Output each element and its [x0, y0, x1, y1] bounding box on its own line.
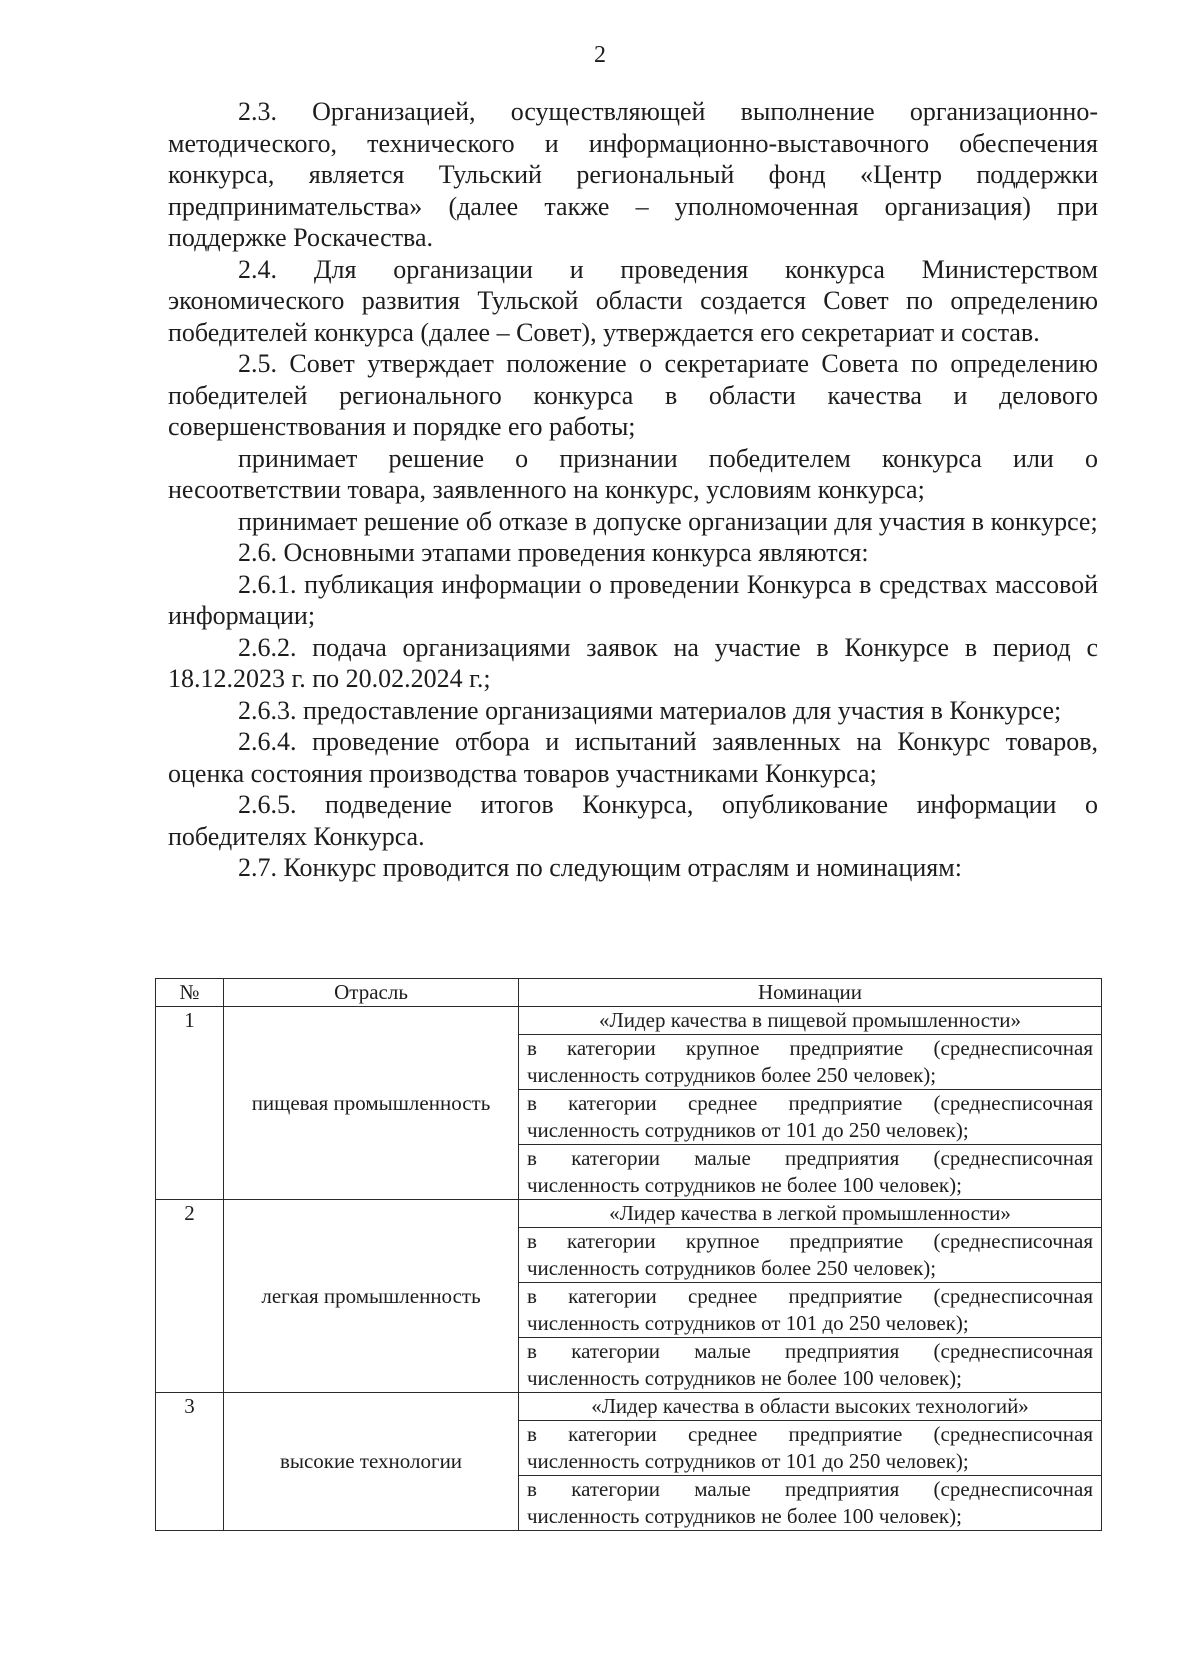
nominations-table	[155, 978, 1102, 1531]
paragraph-2-6: 2.6. Основными этапами проведения конкурса являются:	[238, 538, 869, 567]
paragraph-2-3: 2.3. Организацией, осуществляющей выполнение организационно-методического, технического и информационно-выставочного обеспечения конкурса, является Тульский региональный фонд «Центр поддержки предпринимательства» (далее также – уполномоченная организация) при поддержке Роскачества.	[168, 97, 1098, 252]
table-header-row	[156, 979, 1102, 1007]
nomination-category: в категории малые предприятия (среднесписочная численность сотрудников не более 100 человек);	[519, 1476, 1102, 1531]
document-body	[168, 96, 1098, 884]
header-industry: Отрасль	[224, 979, 519, 1007]
nomination-category: в категории среднее предприятие (среднесписочная численность сотрудников от 101 до 250 человек);	[519, 1090, 1102, 1145]
nomination-category: в категории крупное предприятие (среднесписочная численность сотрудников более 250 человек);	[519, 1228, 1102, 1283]
row-industry: высокие технологии	[224, 1393, 519, 1531]
nomination-category: в категории среднее предприятие (среднесписочная численность сотрудников от 101 до 250 человек);	[519, 1283, 1102, 1338]
nomination-category: в категории малые предприятия (среднесписочная численность сотрудников не более 100 человек);	[519, 1338, 1102, 1393]
header-number: №	[156, 979, 224, 1007]
paragraph-2-6-4: 2.6.4. проведение отбора и испытаний заявленных на Конкурс товаров, оценка состояния производства товаров участниками Конкурса;	[168, 727, 1098, 788]
row-number: 2	[156, 1200, 224, 1393]
paragraph-2-4: 2.4. Для организации и проведения конкурса Министерством экономического развития Тульской области создается Совет по определению победителей конкурса (далее – Совет), утверждается его секретариат и состав.	[168, 254, 1098, 347]
paragraph-2-6-1: 2.6.1. публикация информации о проведении Конкурса в средствах массовой информации;	[168, 569, 1098, 630]
table-row	[156, 1007, 1102, 1035]
nomination-category: в категории среднее предприятие (среднесписочная численность сотрудников от 101 до 250 человек);	[519, 1421, 1102, 1476]
paragraph-decision-refusal: принимает решение об отказе в допуске организации для участия в конкурсе;	[238, 506, 1098, 536]
nomination-category: в категории малые предприятия (среднесписочная численность сотрудников не более 100 человек);	[519, 1145, 1102, 1200]
table-row	[156, 1393, 1102, 1421]
paragraph-decision-winner: принимает решение о признании победителем конкурса или о несоответствии товара, заявленного на конкурс, условиям конкурса;	[168, 443, 1098, 504]
paragraph-2-6-3: 2.6.3. предоставление организациями материалов для участия в Конкурсе;	[238, 695, 1062, 725]
paragraph-2-7: 2.7. Конкурс проводится по следующим отраслям и номинациям:	[238, 853, 962, 882]
paragraph-2-6-5: 2.6.5. подведение итогов Конкурса, опубликование информации о победителях Конкурса.	[168, 790, 1098, 851]
row-number: 1	[156, 1007, 224, 1200]
nomination-category: в категории крупное предприятие (среднесписочная численность сотрудников более 250 человек);	[519, 1035, 1102, 1090]
nomination-title: «Лидер качества в области высоких технологий»	[519, 1393, 1102, 1421]
row-industry: легкая промышленность	[224, 1200, 519, 1393]
nomination-title: «Лидер качества в пищевой промышленности»	[519, 1007, 1102, 1035]
page-number: 2	[594, 42, 606, 68]
nomination-title: «Лидер качества в легкой промышленности»	[519, 1200, 1102, 1228]
table-row	[156, 1200, 1102, 1228]
paragraph-2-6-2: 2.6.2. подача организациями заявок на участие в Конкурсе в период с 18.12.2023 г. по 20.02.2024 г.;	[168, 632, 1098, 693]
row-number: 3	[156, 1393, 224, 1531]
paragraph-2-5: 2.5. Совет утверждает положение о секретариате Совета по определению победителей регионального конкурса в области качества и делового совершенствования и порядке его работы;	[168, 349, 1098, 441]
row-industry: пищевая промышленность	[224, 1007, 519, 1200]
header-nominations: Номинации	[519, 979, 1102, 1007]
